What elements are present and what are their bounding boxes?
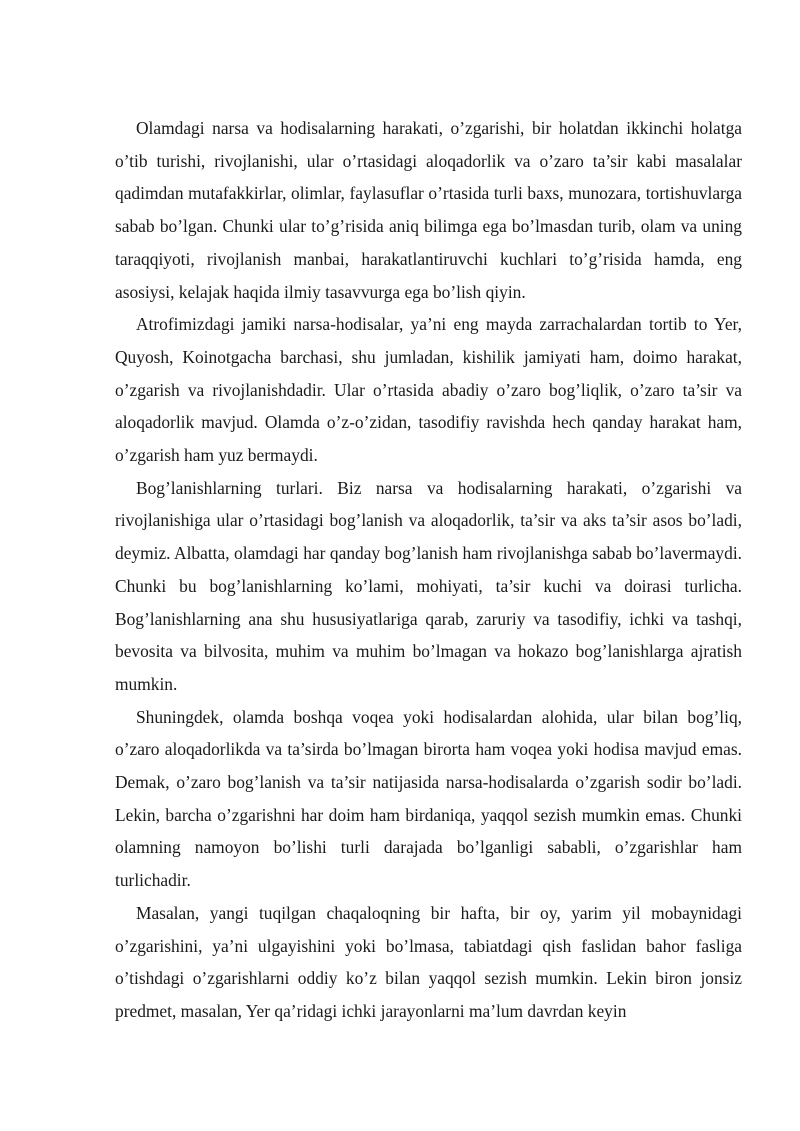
document-body — [115, 112, 742, 1028]
paragraph-5: Masalan, yangi tuqilgan chaqaloqning bir hafta, bir oy, yarim yil mobaynidagi o’zgarishini, ya’ni ulgayishini yoki bo’lmasa, tabiatdagi qish faslidan bahor fasliga o’tishdagi o’zgarishlarni oddiy ko’z bilan yaqqol sezish mumkin. Lekin biron jonsiz predmet, masalan, Yer qa’ridagi ichki jarayonlarni ma’lum davrdan keyin — [115, 902, 742, 1021]
paragraph-3: Bog’lanishlarning turlari. Biz narsa va hodisalarning harakati, o’zgarishi va rivojlanishiga ular o’rtasidagi bog’lanish va aloqadorlik, ta’sir va aks ta’sir asos bo’ladi, deymiz. Albatta, olamdagi har qanday bog’lanish ham rivojlanishga sabab bo’lavermaydi. Chunki bu bog’lanishlarning ko’lami, mohiyati, ta’sir kuchi va doirasi turlicha. Bog’lanishlarning ana shu hususiyatlariga qarab, zaruriy va tasodifiy, ichki va tashqi, bevosita va bilvosita, muhim va muhim bo’lmagan va hokazo bog’lanishlarga ajratish mumkin. — [115, 477, 742, 694]
paragraph-1: Olamdagi narsa va hodisalarning harakati, o’zgarishi, bir holatdan ikkinchi holatga o’tib turishi, rivojlanishi, ular o’rtasidagi aloqadorlik va o’zaro ta’sir kabi masalalar qadimdan mutafakkirlar, olimlar, faylasuflar o’rtasida turli baxs, munozara, tortishuvlarga sabab bo’lgan. Chunki ular to’g’risida aniq bilimga ega bo’lmasdan turib, olam va uning taraqqiyoti, rivojlanish manbai, harakatlantiruvchi kuchlari to’g’risida hamda, eng asosiysi, kelajak haqida ilmiy tasavvurga ega bo’lish qiyin. — [115, 118, 742, 302]
paragraph-4: Shuningdek, olamda boshqa voqea yoki hodisalardan alohida, ular bilan bog’liq, o’zaro aloqadorlikda va ta’sirda bo’lmagan birorta ham voqea yoki hodisa mavjud emas. Demak, o’zaro bog’lanish va ta’sir natijasida narsa-hodisalarda o’zgarish sodir bo’ladi. Lekin, barcha o’zgarishni har doim ham birdaniqa, yaqqol sezish mumkin emas. Chunki olamning namoyon bo’lishi turli darajada bo’lganligi sababli, o’zgarishlar ham turlichadir. — [115, 706, 742, 891]
paragraph-2: Atrofimizdagi jamiki narsa-hodisalar, ya’ni eng mayda zarrachalardan tortib to Yer, Quyosh, Koinotgacha barchasi, shu jumladan, kishilik jamiyati ham, doimo harakat, o’zgarish va rivojlanishdadir. Ular o’rtasida abadiy o’zaro bog’liqlik, o’zaro ta’sir va aloqadorlik mavjud. Olamda o’z-o’zidan, tasodifiy ravishda hech qanday harakat ham, o’zgarish ham yuz bermaydi. — [115, 314, 742, 466]
